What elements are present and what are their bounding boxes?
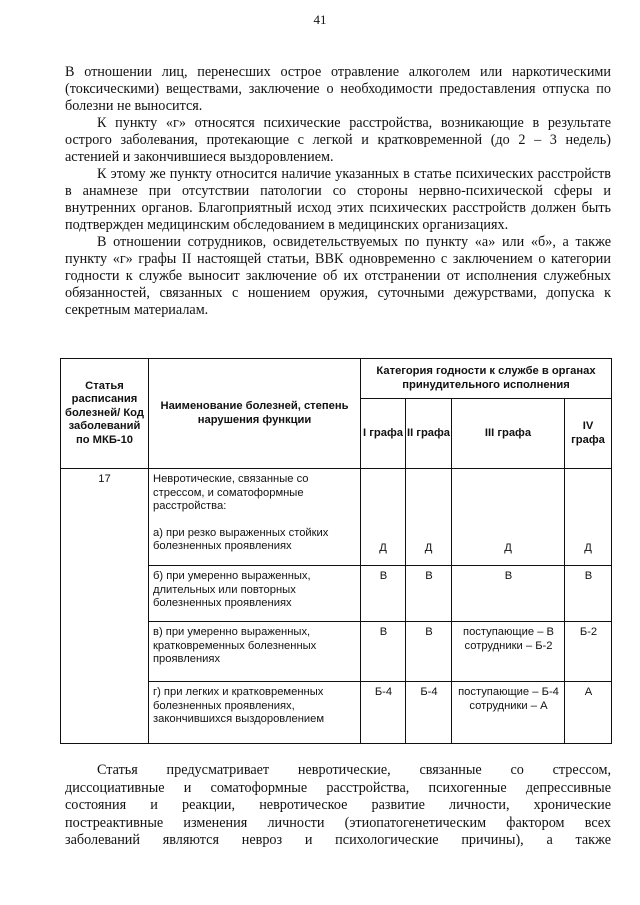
table-row-a-name [149,469,361,566]
table-row-v-name: в) при умеренно выраженных, кратковременных болезненных проявлениях [149,622,361,682]
row-g-col-2: Б-4 [406,682,452,744]
table-row-b-name: б) при умеренно выраженных, длительных или повторных болезненных проявлениях [149,566,361,622]
row-g-col-4: А [565,682,612,744]
text-line: Статья предусматривает невротические, связанные со стрессом, [97,762,611,778]
row-a-col-1: Д [361,469,406,566]
employees-value: сотрудники – А [469,699,548,712]
intro-text [65,64,611,319]
row-b-col-2: В [406,566,452,622]
section-intro: Невротические, связанные со стрессом, и соматоформные расстройства: [153,473,309,512]
text-line: диссоциативные и соматоформные расстройства, психогенные депрессивные [65,779,611,796]
row-b-col-1: В [361,566,406,622]
outro-text [65,762,611,850]
text-line: заболеваний являются невроз и психологические причины), а также [65,832,611,848]
table-row-g-name: г) при легких и кратковременных болезненных проявлениях, закончившихся выздоровлением [149,682,361,744]
row-b-col-4: В [565,566,612,622]
applicants-value: поступающие – Б-4 [458,686,559,698]
page-number: 41 [313,12,327,27]
applicants-value: поступающие – В [463,626,554,638]
row-v-col-4: Б-2 [565,622,612,682]
header-category: Категория годности к службе в органах принудительного исполнения [361,359,612,399]
paragraph: В отношении лиц, перенесших острое отравление алкоголем или наркотическими (токсическими) веществами, заключение о необходимости предоставления отпуска по болезни не выносится. [65,64,611,114]
row-v-col-2: В [406,622,452,682]
row-a-col-3: Д [452,469,565,566]
employees-value: сотрудники – Б-2 [464,639,553,652]
header-article: Статья расписания болезней/ Код заболеваний по МКБ-10 [61,359,149,469]
header-col-2: II графа [406,399,452,469]
row-v-col-1: В [361,622,406,682]
row-a-col-2: Д [406,469,452,566]
header-col-1: I графа [361,399,406,469]
text-line: постреактивные изменения личности (этиопатогенетическим фактором всех [65,814,611,831]
text-line: состояния и реакции, невротическое развитие личности, хронические [65,797,611,813]
header-col-4: IV графа [565,399,612,469]
article-number: 17 [61,469,149,744]
row-g-col-3 [452,682,565,744]
paragraph: К пункту «г» относятся психические расстройства, возникающие в результате острого заболевания, протекающие с легкой и кратковременной (до 2 – 3 недель) астенией и закончившиеся выздоровлением. [65,115,611,165]
row-v-col-3 [452,622,565,682]
header-disease-name: Наименование болезней, степень нарушения функции [149,359,361,469]
fitness-category-table [60,358,612,744]
paragraph: К этому же пункту относится наличие указанных в статье психических расстройств в анамнезе при отсутствии патологии со стороны нервно-психической сферы и внутренних органов. Благоприятный исход этих психических расстройств должен быть подтвержден медицинским обследованием в медицинских организациях. [65,166,611,233]
paragraph: В отношении сотрудников, освидетельствуемых по пункту «а» или «б», а также пункту «г» графы II настоящей статьи, ВВК одновременно с заключением о категории годности к службе выносит заключение об их отстранении от исполнения служебных обязанностей, связанных с ношением оружия, суточными дежурствами, допуска к секретным материалам. [65,234,611,318]
row-g-col-1: Б-4 [361,682,406,744]
row-a-col-4: Д [565,469,612,566]
header-col-3: III графа [452,399,565,469]
condition-text: а) при резко выраженных стойких болезненных проявлениях [153,526,329,552]
row-b-col-3: В [452,566,565,622]
